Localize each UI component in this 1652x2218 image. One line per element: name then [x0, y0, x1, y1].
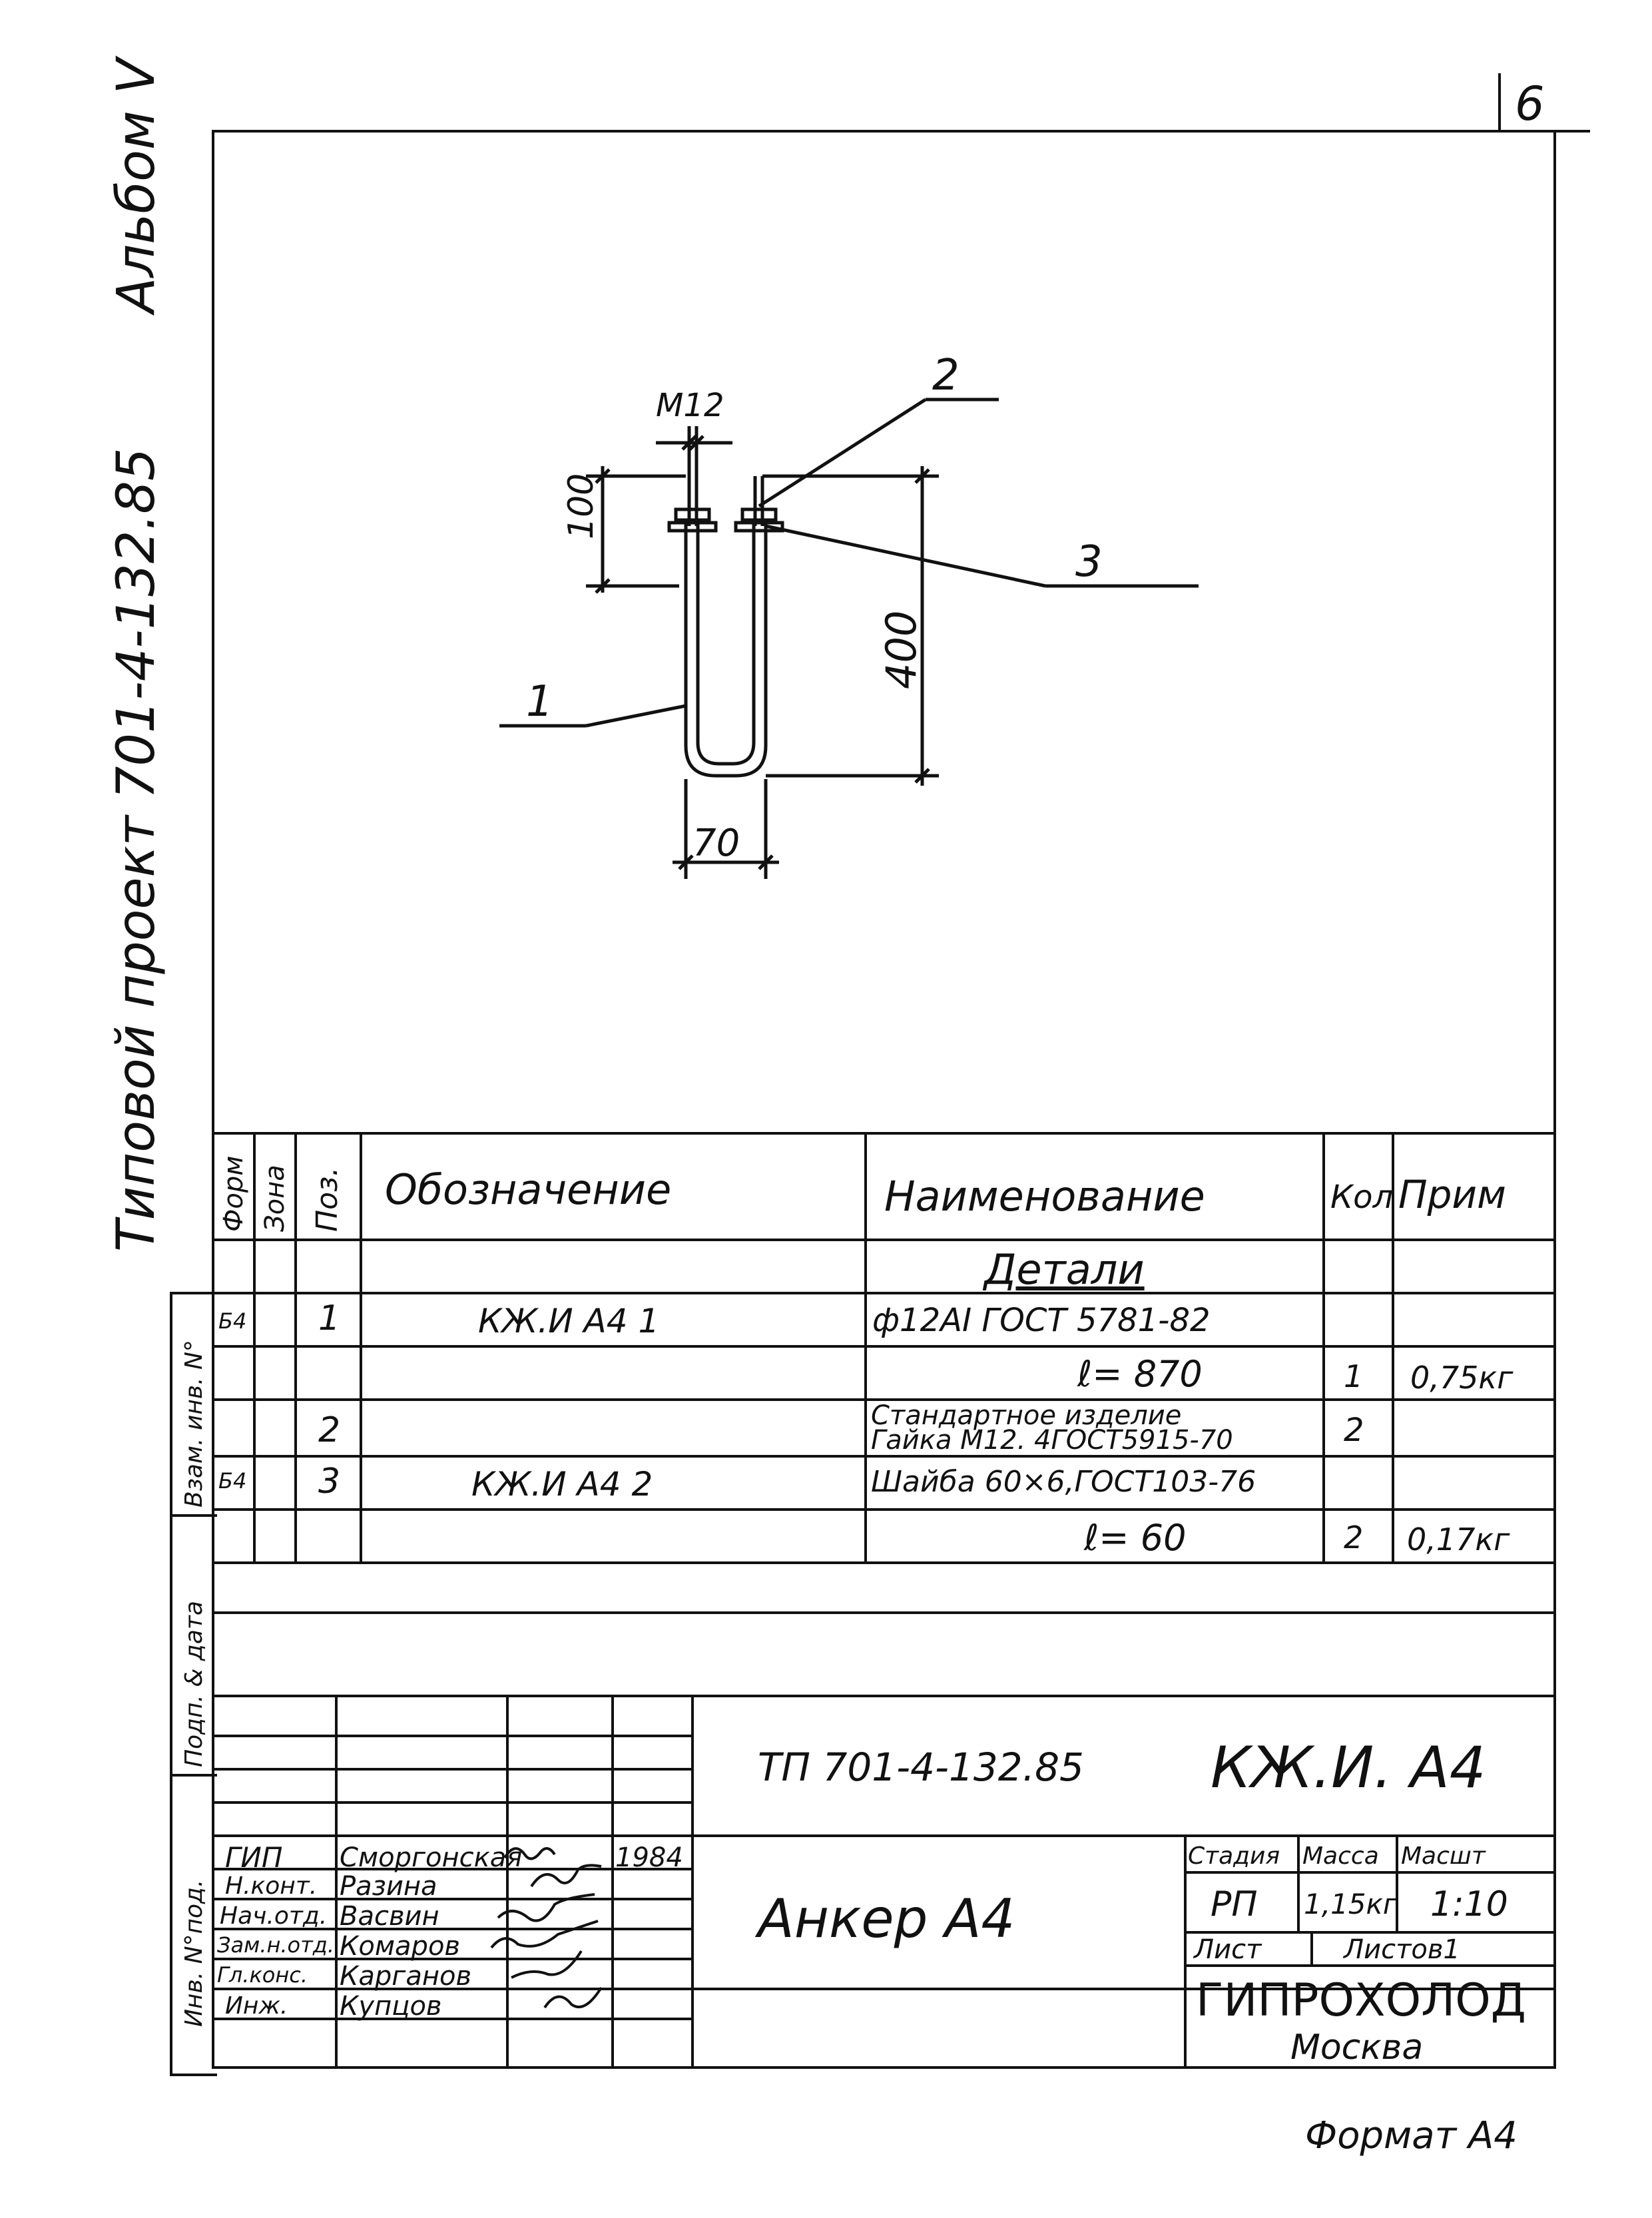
person-name-2: Разина	[340, 1871, 437, 1902]
album-label: Альбом V	[107, 58, 166, 313]
scale-label: Масшт	[1401, 1842, 1486, 1870]
header-note: Прим	[1398, 1172, 1506, 1217]
project-label: Типовой проект 701-4-132.85	[107, 447, 166, 1252]
row5-qty: 2	[1344, 1520, 1364, 1555]
row4-pos: 3	[318, 1462, 341, 1502]
row1-name: ф12АI ГОСТ 5781-82	[872, 1302, 1211, 1339]
person-name-1: Сморгонская	[340, 1842, 523, 1873]
row5-name: ℓ= 60	[1084, 1517, 1187, 1559]
pos-3-label: 3	[1075, 537, 1103, 587]
row1-designation: КЖ.И А4 1	[478, 1302, 660, 1340]
inv-no-label: Инв. N°под.	[180, 1879, 208, 2027]
person-date-1: 1984	[615, 1842, 683, 1873]
pos-2-label: 2	[932, 351, 960, 400]
person-role-3: Нач.отд.	[220, 1902, 328, 1930]
scale-value: 1:10	[1430, 1884, 1508, 1924]
dim-70-label: 70	[692, 822, 740, 865]
inv-instead-label: Взам. инв. N°	[180, 1340, 208, 1508]
row5-note: 0,17кг	[1407, 1522, 1510, 1557]
pos-1-label: 1	[526, 677, 553, 726]
header-pos: Поз.	[310, 1167, 344, 1232]
row3-pos: 2	[318, 1410, 341, 1450]
mass-label: Масса	[1302, 1842, 1379, 1870]
row1-format: Б4	[218, 1308, 247, 1334]
doc-code: ТП 701-4-132.85	[758, 1745, 1084, 1790]
side-stamp	[170, 1292, 217, 2076]
person-role-1: ГИП	[225, 1841, 283, 1874]
format-label: Формат А4	[1305, 2114, 1517, 2157]
row4-format: Б4	[218, 1468, 247, 1494]
header-format: Форм	[218, 1155, 249, 1232]
person-name-4: Комаров	[340, 1931, 460, 1962]
person-role-6: Инж.	[225, 1992, 288, 2020]
row2-name: ℓ= 870	[1077, 1353, 1203, 1395]
section-title: Детали	[984, 1245, 1145, 1294]
sheet-number: 6	[1515, 77, 1545, 131]
city-name: Москва	[1290, 2028, 1424, 2068]
header-name: Наименование	[884, 1172, 1205, 1221]
row3-qty: 2	[1344, 1412, 1364, 1449]
person-name-3: Васвин	[340, 1901, 439, 1932]
header-zone: Зона	[260, 1165, 290, 1232]
row2-note: 0,75кг	[1410, 1360, 1514, 1396]
org-name: ГИПРОХОЛОД	[1196, 1974, 1526, 2027]
thread-label: M12	[656, 387, 724, 424]
sheet-label: Лист	[1194, 1934, 1262, 1965]
person-role-2: Н.конт.	[225, 1872, 318, 1900]
spec-table	[212, 1132, 1556, 1638]
person-role-4: Зам.н.отд.	[217, 1932, 335, 1958]
person-name-6: Купцов	[340, 1991, 442, 2022]
title-block	[212, 1695, 1556, 2068]
stage-value: РП	[1211, 1884, 1258, 1924]
header-qty: Кол	[1330, 1179, 1394, 1216]
dim-400-label: 400	[877, 610, 926, 689]
row3-name2: Гайка М12. 4ГОСТ5915-70	[871, 1425, 1233, 1456]
person-role-5: Гл.конс.	[217, 1962, 308, 1988]
sheets-label: Листов1	[1344, 1934, 1460, 1965]
row1-pos: 1	[318, 1298, 341, 1338]
header-designation: Обозначение	[385, 1165, 672, 1214]
doc-mark: КЖ.И. А4	[1211, 1735, 1486, 1801]
row2-qty: 1	[1344, 1358, 1364, 1394]
dim-100-label: 100	[561, 473, 601, 539]
signatures	[465, 1834, 685, 2021]
row3-name: Стандартное изделие	[871, 1400, 1182, 1431]
sign-date-label: Подп. & дата	[180, 1601, 208, 1767]
row4-designation: КЖ.И А4 2	[471, 1465, 653, 1504]
stage-label: Стадия	[1188, 1842, 1280, 1870]
person-name-5: Карганов	[340, 1961, 472, 1992]
mass-value: 1,15кг	[1304, 1888, 1398, 1920]
row4-name: Шайба 60×6,ГОСТ103-76	[871, 1465, 1256, 1499]
drawing-title: Анкер А4	[758, 1888, 1015, 1950]
